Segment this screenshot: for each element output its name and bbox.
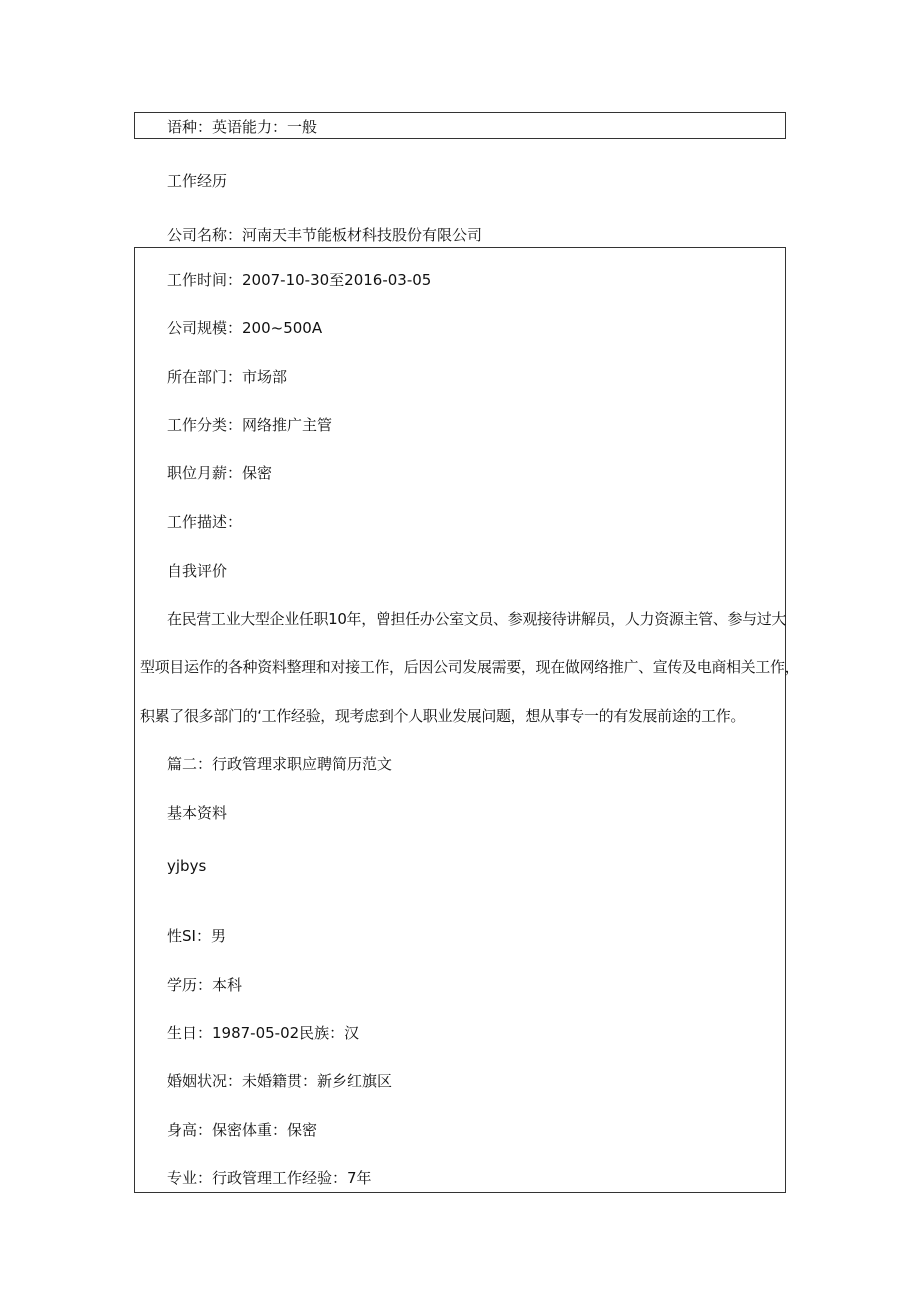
gender-line: 性SI：男: [167, 927, 226, 945]
major-experience-line: 专业：行政管理工作经验：7年: [167, 1169, 372, 1187]
self-evaluation-heading: 自我评价: [167, 562, 228, 580]
department-line: 所在部门：市场部: [167, 368, 288, 386]
salary-line: 职位月薪：保密: [167, 464, 273, 482]
job-description-line: 工作描述：: [167, 513, 243, 531]
company-scale-line: 公司规模：200~500A: [167, 319, 323, 337]
marital-hometown-line: 婚姻状况：未婚籍贯：新乡红旗区: [167, 1072, 393, 1090]
applicant-name: yjbys: [167, 857, 207, 875]
job-category-line: 工作分类：网络推广主管: [167, 416, 333, 434]
language-line: 语种：英语能力：一般: [167, 118, 318, 136]
company-name-line: 公司名称：河南天丰节能板材科技股份有限公司: [167, 226, 483, 244]
birth-ethnicity-line: 生日：1987-05-02民族：汉: [167, 1024, 360, 1042]
work-experience-heading: 工作经历: [167, 172, 228, 190]
height-weight-line: 身高：保密体重：保密: [167, 1121, 318, 1139]
part-two-title: 篇二：行政管理求职应聘简历范文: [167, 755, 393, 773]
self-evaluation-text-line: 在民营工业大型企业任职10年，曾担任办公室文员、参观接待讲解员，人力资源主管、参与过大: [167, 610, 787, 628]
self-evaluation-text-line: 积累了很多部门的‘工作经验，现考虑到个人职业发展问题，想从事专一的有发展前途的工作。: [140, 707, 746, 725]
work-period-line: 工作时间：2007-10-30至2016-03-05: [167, 271, 432, 289]
self-evaluation-text-line: 型项目运作的各种资料整理和对接工作，后因公司发展需要，现在做网络推广、宣传及电商相关工作，: [140, 658, 800, 676]
basic-info-heading: 基本资料: [167, 804, 228, 822]
education-line: 学历：本科: [167, 976, 243, 994]
